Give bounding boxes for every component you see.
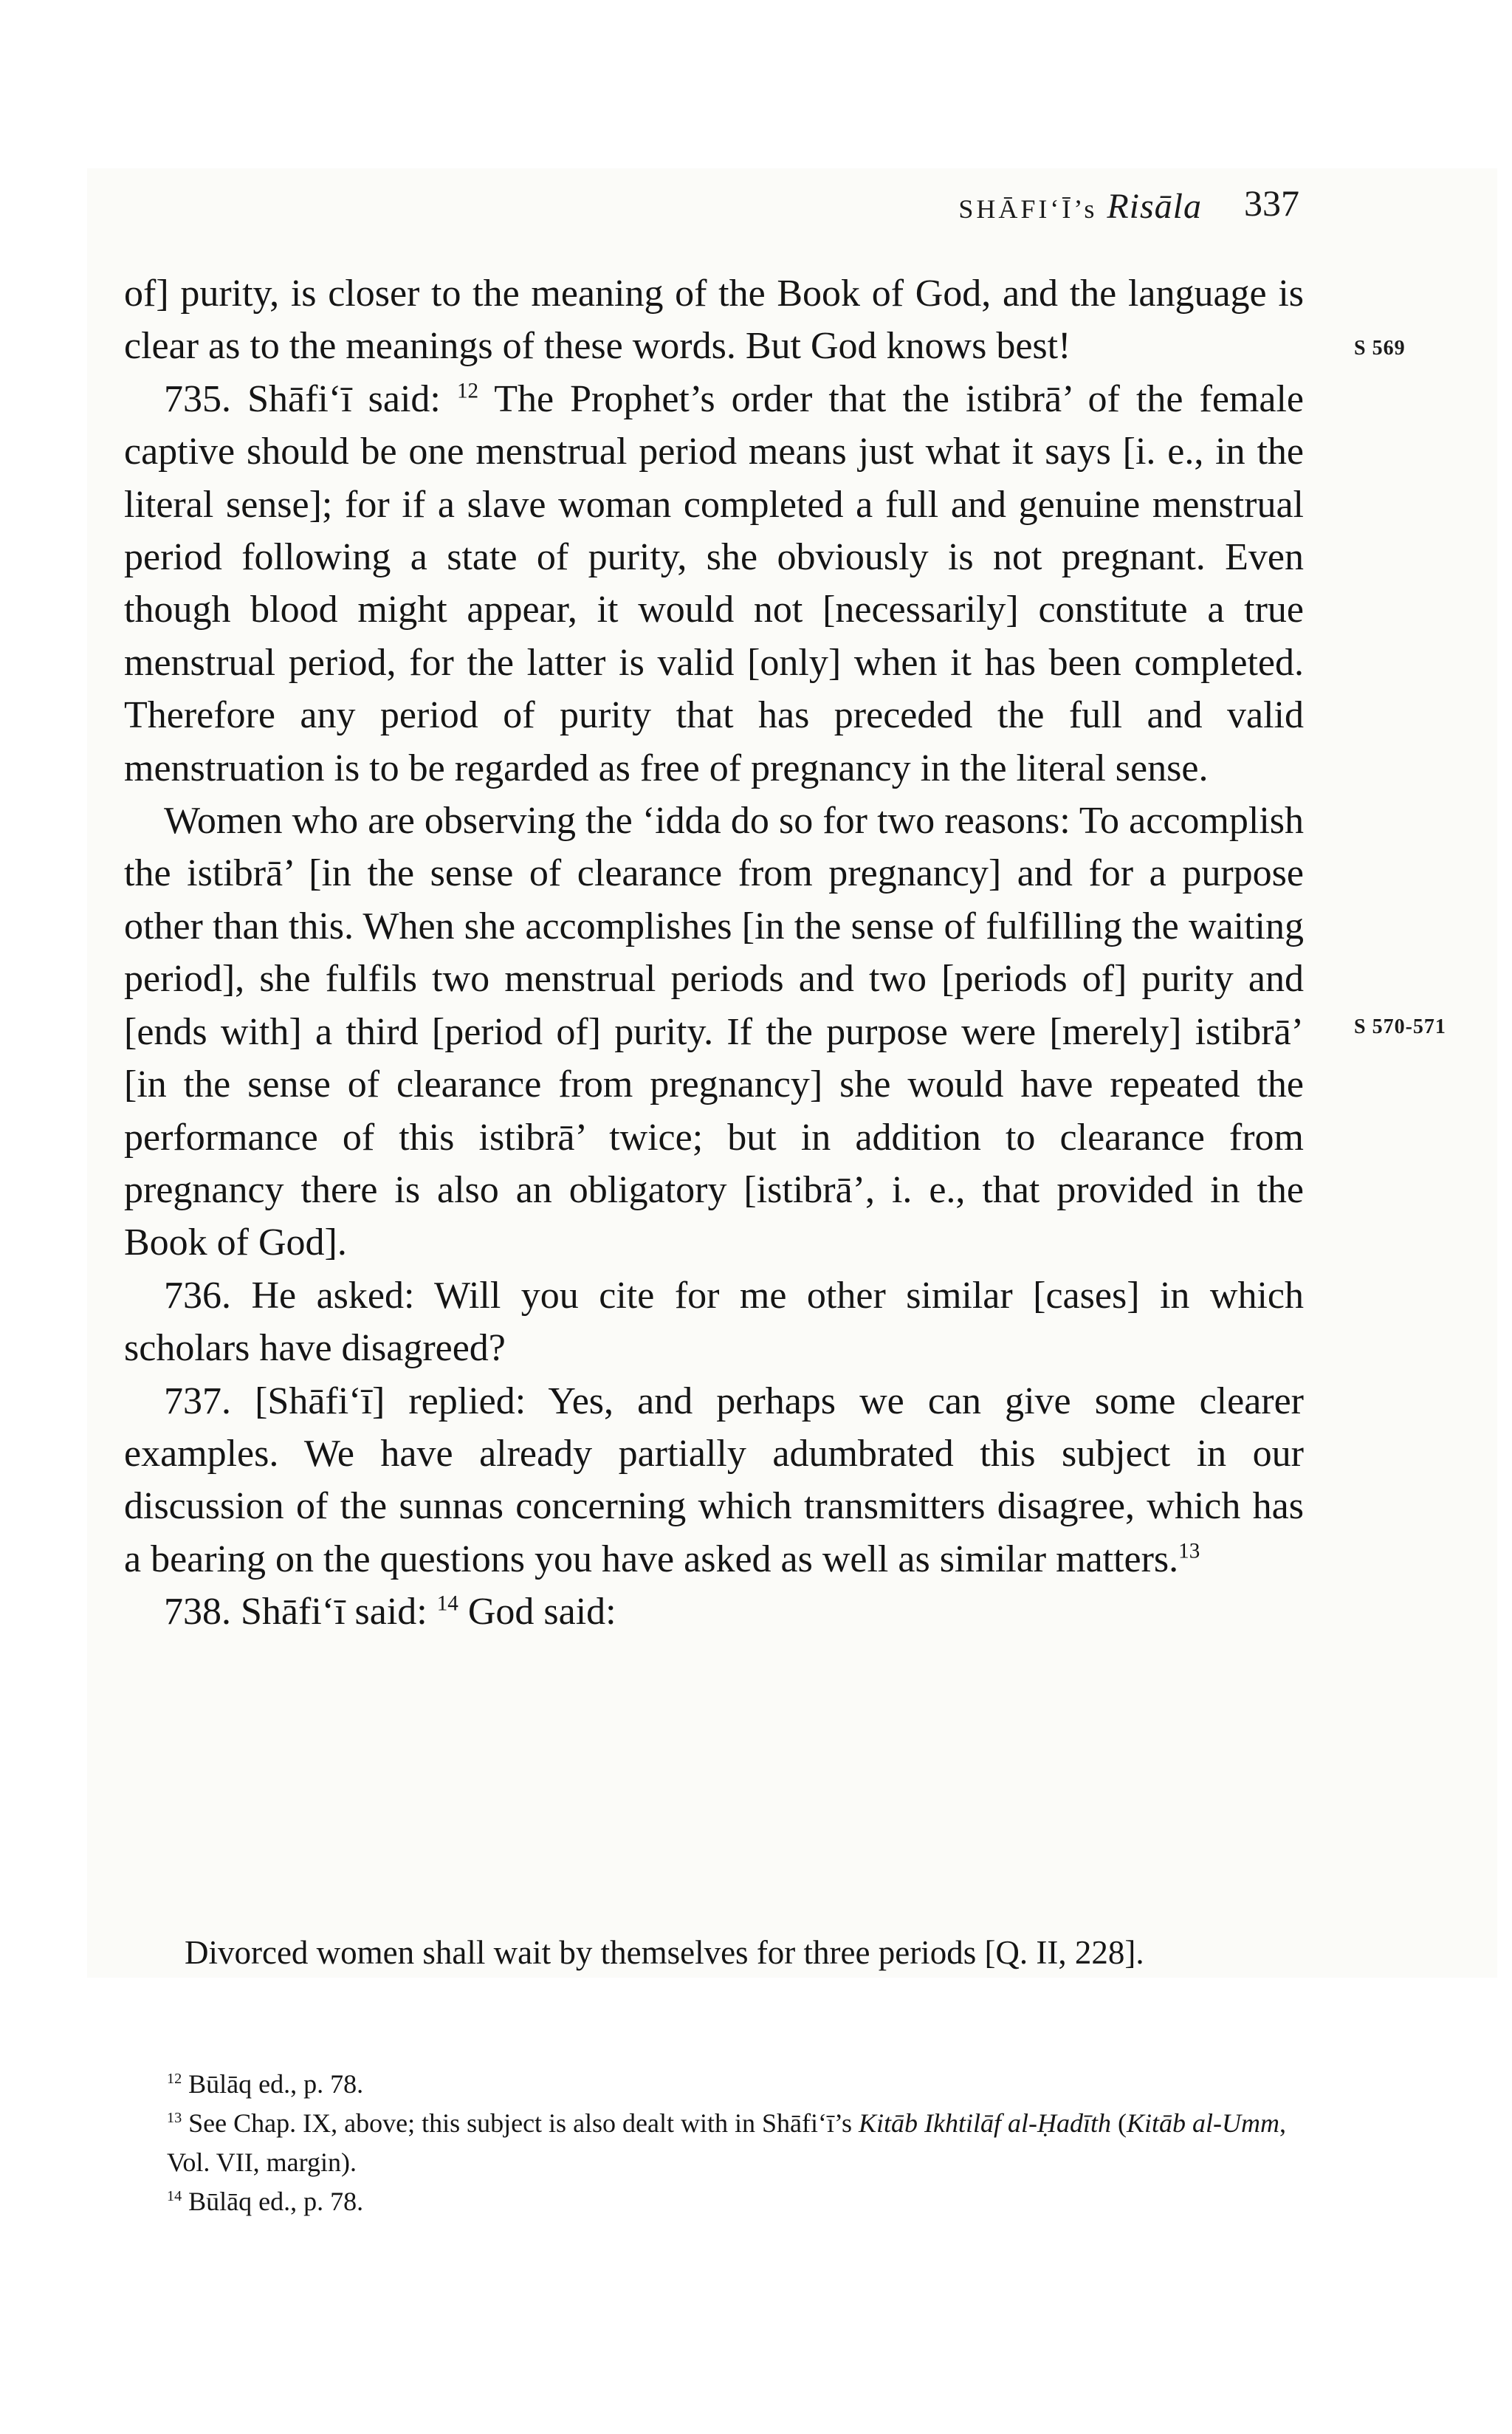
footnote-reference-14: 14 <box>436 1591 458 1616</box>
running-header <box>118 177 1299 233</box>
running-title <box>958 186 1202 227</box>
footnote-12 <box>167 2065 1319 2104</box>
running-title-prefix: SHĀFI‘Ī’s <box>958 194 1107 224</box>
paragraph-736: 736. He asked: Will you cite for me other similar [cases] in which scholars have disagreed? <box>124 1274 1304 1370</box>
quranic-quotation <box>185 1929 1299 1977</box>
footnote-12-text: Būlāq ed., p. 78. <box>182 2069 364 2099</box>
footnote-14 <box>167 2182 1319 2221</box>
paragraph-738 <box>124 1585 1304 1638</box>
footnote-13-text: See Chap. IX, above; this subject is also dealt with in Shāfi‘ī’s <box>182 2108 859 2138</box>
paragraph-735 <box>124 373 1304 795</box>
paragraph-737 <box>124 1375 1304 1586</box>
paragraph-women-observing-idda: Women who are observing the ‘idda do so for two reasons: To accomplish the istibrā’ [in the sense of clearance from pregnancy] and for a purpose other than this. When she accomplishes [in the sense of fulfilling the waiting period], she fulfils two menstrual periods and two [periods of] purity and [ends with] a third [period of] purity. If the purpose were [merely] istibrā’ [in the sense of clearance from pregnancy] she would have repeated the performance of this istibrā’ twice; but in addition to clearance from pregnancy there is also an obligatory [istibrā’, i. e., that provided in the Book of God]. <box>124 800 1304 1264</box>
paragraph-closing-sentence: of] purity, is closer to the meaning of the Book of God, and the language is clear as to the meanings of these words. But God knows best! <box>124 272 1304 368</box>
footnote-13-number: 13 <box>167 2110 182 2126</box>
footnote-reference-12: 12 <box>456 379 479 403</box>
marginal-note-s570-571: S 570-571 <box>1354 1015 1446 1038</box>
footnote-reference-13: 13 <box>1178 1539 1200 1563</box>
paragraph-738-text: God said: <box>458 1591 616 1633</box>
footnote-13 <box>167 2104 1319 2182</box>
running-title-book: Risāla <box>1107 187 1202 226</box>
page-number: 337 <box>1244 182 1299 224</box>
paragraph-735-prefix: 735. Shāfi‘ī said: <box>164 377 457 420</box>
footnote-13-book: Kitāb al-Umm <box>1127 2108 1279 2138</box>
paragraph-737-text: 737. [Shāfi‘ī] replied: Yes, and perhaps we can give some clearer examples. We have already partially adumbrated this subject in our discussion of the sunnas concerning which transmitters disagree, which has a bearing on the questions you have asked as well as similar matters. <box>124 1379 1304 1580</box>
footnote-14-text: Būlāq ed., p. 78. <box>182 2187 364 2216</box>
footnote-13-title: Kitāb Ikhtilāf al-Ḥadīth <box>859 2108 1111 2138</box>
footnote-14-number: 14 <box>167 2188 182 2204</box>
footnotes <box>167 2065 1319 2221</box>
footnote-12-number: 12 <box>167 2071 182 2087</box>
main-text <box>124 267 1304 1639</box>
footnote-13-rest-2: , Vol. VII, margin). <box>167 2108 1286 2177</box>
marginal-note-s569: S 569 <box>1354 337 1406 360</box>
paragraph-735-text: The Prophet’s order that the istibrā’ of the female captive should be one menstrual period means just what it says [i. e., in the literal sense]; for if a slave woman completed a full and genuine menstrual period following a state of purity, she obviously is not pregnant. Even though blood might appear, it would not [necessarily] constitute a true menstrual period, for the latter is valid [only] when it has been completed. Therefore any period of purity that has preceded the full and valid menstruation is to be regarded as free of pregnancy in the literal sense. <box>124 377 1304 789</box>
paragraph-738-prefix: 738. Shāfi‘ī said: <box>164 1591 437 1633</box>
quotation-text: Divorced women shall wait by themselves for three periods [Q. II, 228]. <box>185 1934 1144 1971</box>
footnote-13-rest: ( <box>1111 2108 1127 2138</box>
